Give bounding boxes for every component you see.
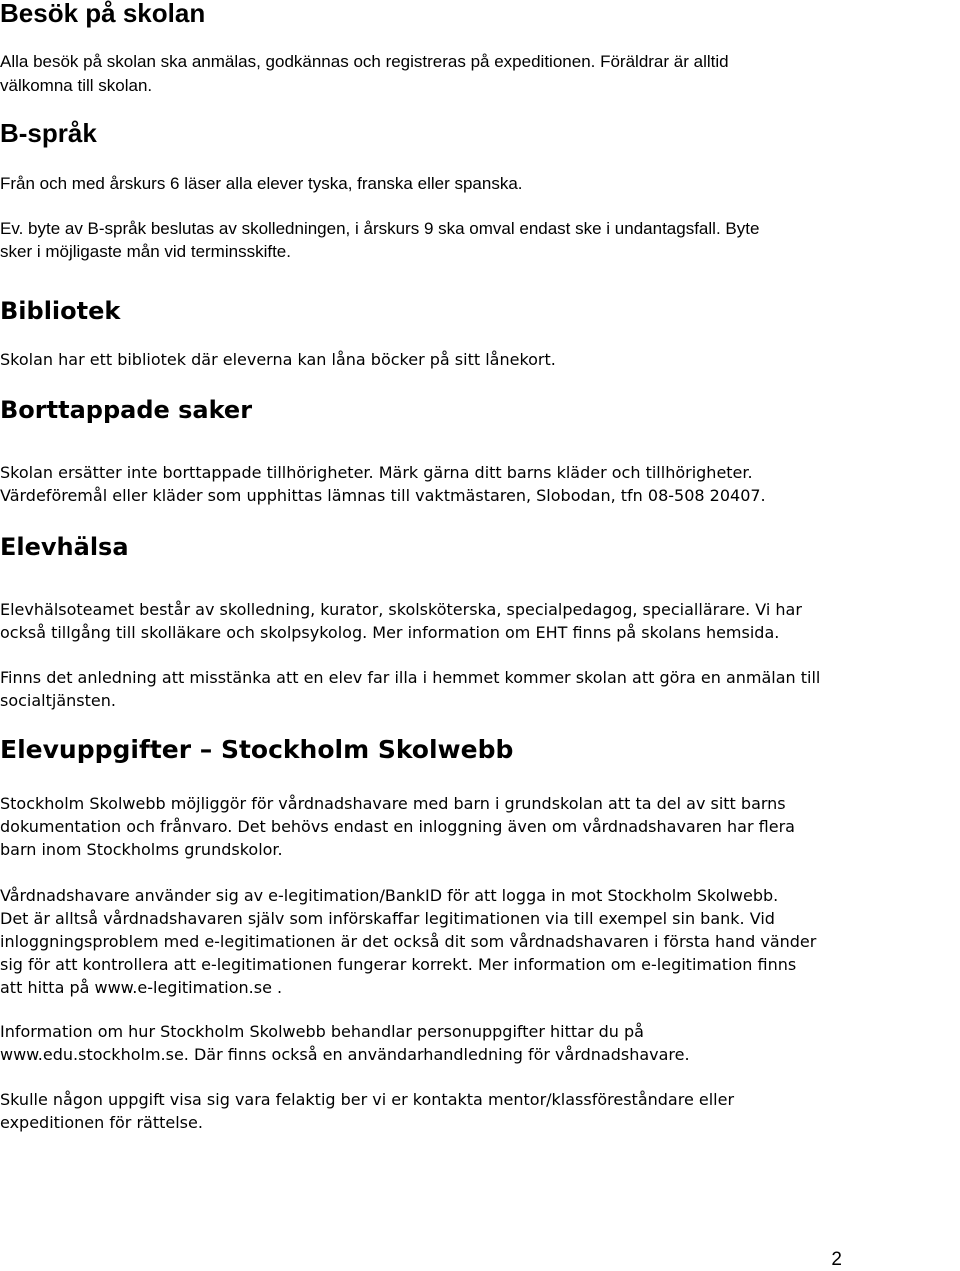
lost-items-text-line-1: Skolan ersätter inte borttappade tillhörigheter. Märk gärna ditt barns kläder och tillhörigheter. xyxy=(0,463,753,482)
skolwebb-text-3-line-1: Information om hur Stockholm Skolwebb behandlar personuppgifter hittar du på xyxy=(0,1022,644,1041)
skolwebb-text-2-line-1: Vårdnadshavare använder sig av e-legitimation/BankID för att logga in mot Stockholm Skolwebb. xyxy=(0,886,779,905)
health-text-2-line-1: Finns det anledning att misstänka att en elev far illa i hemmet kommer skolan att göra en anmälan till xyxy=(0,668,821,687)
skolwebb-text-4-line-1: Skulle någon uppgift visa sig vara felaktig ber vi er kontakta mentor/klassföreståndare eller xyxy=(0,1090,735,1109)
skolwebb-text-2-line-4: sig för att kontrollera att e-legitimationen fungerar korrekt. Mer information om e-legitimation finns xyxy=(0,955,797,974)
skolwebb-text-3-line-2: www.edu.stockholm.se. Där finns också en användarhandledning för vårdnadshavare. xyxy=(0,1045,690,1064)
page-number: 2 xyxy=(831,1249,842,1270)
b-language-text-2-line-2: sker i möjligaste mån vid terminsskifte. xyxy=(0,242,291,261)
library-text: Skolan har ett bibliotek där eleverna kan låna böcker på sitt lånekort. xyxy=(0,350,556,369)
heading-library: Bibliotek xyxy=(0,297,121,325)
b-language-text-2-line-1: Ev. byte av B-språk beslutas av skolledningen, i årskurs 9 ska omval endast ske i undantagsfall. Byte xyxy=(0,219,760,238)
skolwebb-text-1-line-1: Stockholm Skolwebb möjliggör för vårdnadshavare med barn i grundskolan att ta del av sitt barns xyxy=(0,794,786,813)
visit-text-line-1: Alla besök på skolan ska anmälas, godkännas och registreras på expeditionen. Föräldrar är alltid xyxy=(0,52,729,71)
heading-health: Elevhälsa xyxy=(0,533,129,561)
skolwebb-text-2-line-5: att hitta på www.e-legitimation.se . xyxy=(0,978,283,997)
skolwebb-text-2-line-3: inloggningsproblem med e-legitimationen är det också dit som vårdnadshavaren i första hand vänder xyxy=(0,932,817,951)
b-language-text-1: Från och med årskurs 6 läser alla elever tyska, franska eller spanska. xyxy=(0,174,523,193)
heading-b-language: B-språk xyxy=(0,118,97,148)
heading-lost-items: Borttappade saker xyxy=(0,396,253,424)
visit-text-line-2: välkomna till skolan. xyxy=(0,76,153,95)
heading-skolwebb: Elevuppgifter – Stockholm Skolwebb xyxy=(0,735,514,764)
health-text-1-line-1: Elevhälsoteamet består av skolledning, kurator, skolsköterska, specialpedagog, speciallärare. Vi har xyxy=(0,600,802,619)
health-text-1-line-2: också tillgång till skolläkare och skolpsykolog. Mer information om EHT finns på skolans hemsida. xyxy=(0,623,780,642)
lost-items-text-line-2: Värdeföremål eller kläder som upphittas lämnas till vaktmästaren, Slobodan, tfn 08-508 20407. xyxy=(0,486,766,505)
skolwebb-text-2-line-2: Det är alltså vårdnadshavaren själv som införskaffar legitimationen via till exempel sin bank. Vid xyxy=(0,909,775,928)
skolwebb-text-1-line-2: dokumentation och frånvaro. Det behövs endast en inloggning även om vårdnadshavaren har flera xyxy=(0,817,795,836)
skolwebb-text-4-line-2: expeditionen för rättelse. xyxy=(0,1113,203,1132)
health-text-2-line-2: socialtjänsten. xyxy=(0,691,116,710)
heading-visit: Besök på skolan xyxy=(0,0,206,28)
skolwebb-text-1-line-3: barn inom Stockholms grundskolor. xyxy=(0,840,283,859)
